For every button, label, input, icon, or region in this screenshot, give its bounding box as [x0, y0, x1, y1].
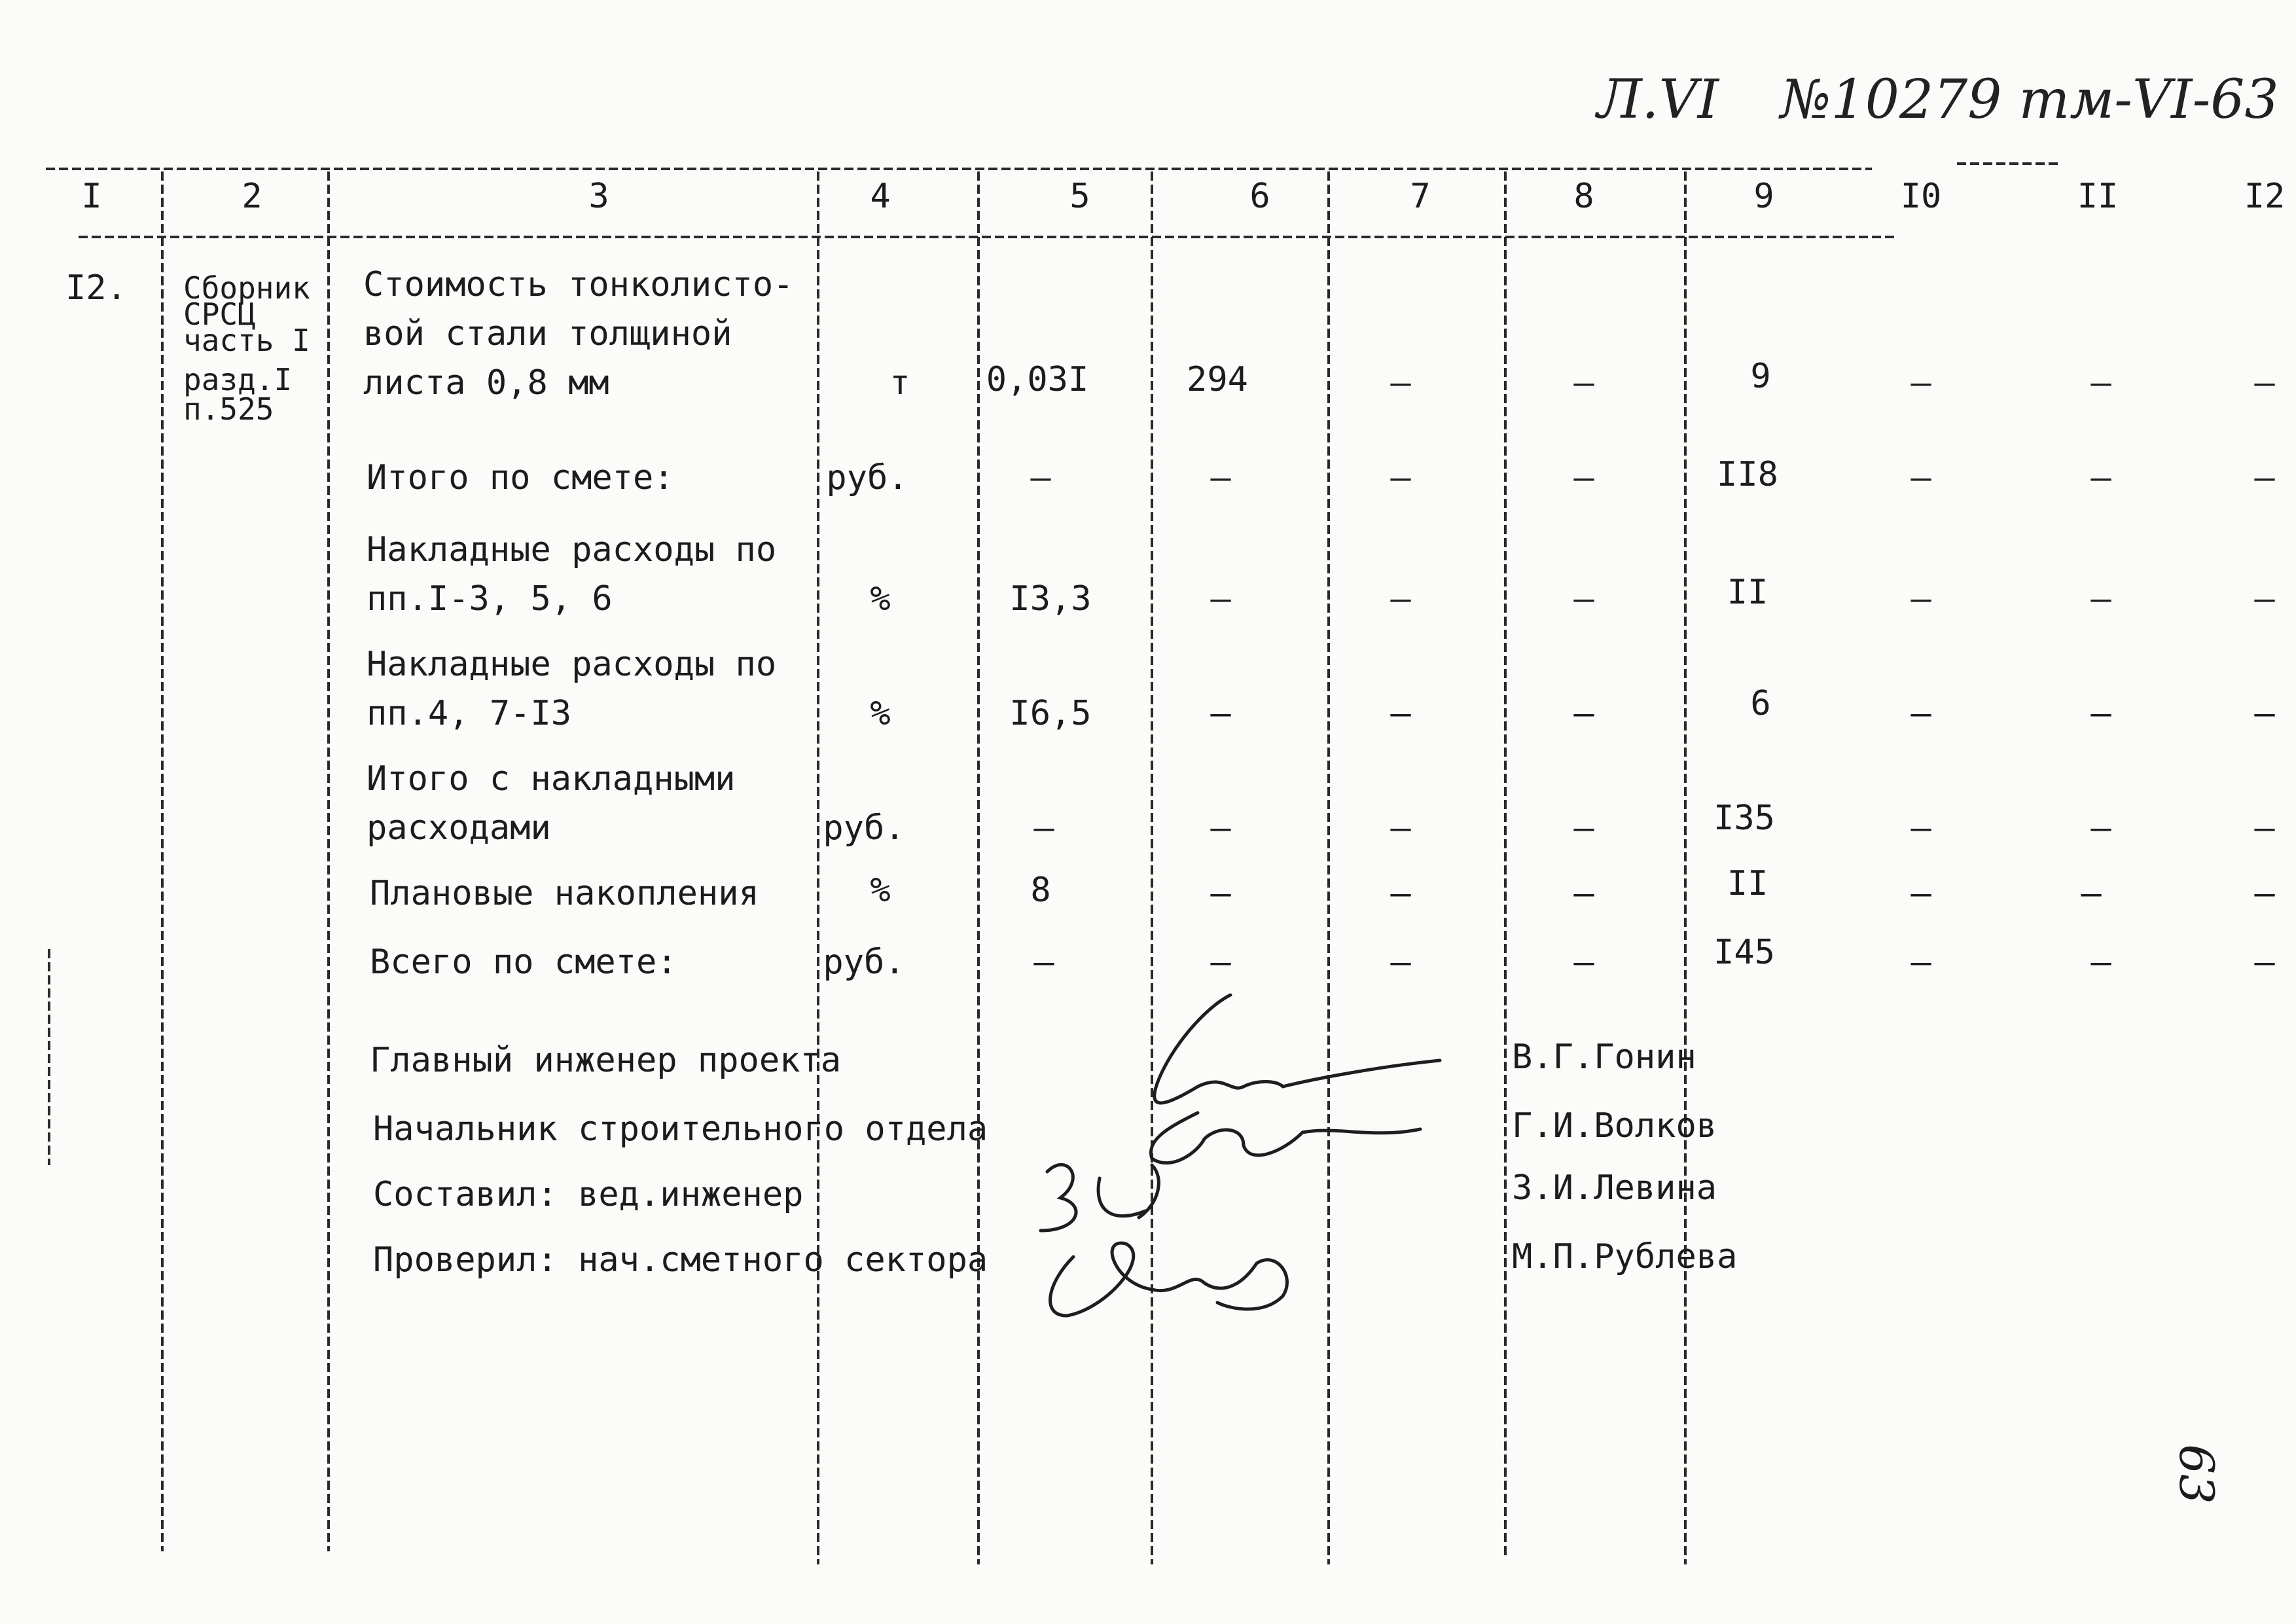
cell-col5: 0,03I: [986, 360, 1089, 399]
cell-col11: –: [2081, 874, 2102, 913]
cell-col6: –: [1210, 808, 1231, 848]
row-name-line: Итого с накладными: [367, 759, 736, 799]
cell-col8: –: [1573, 808, 1594, 848]
row-name-line: Накладные расходы по: [367, 530, 777, 569]
cell-col12: –: [2254, 579, 2275, 619]
row-name-line: Всего по смете:: [370, 943, 677, 982]
cell-col10: –: [1910, 579, 1931, 619]
cell-col8: –: [1573, 579, 1594, 619]
signature-role: Проверил: нач.сметного сектора: [373, 1240, 988, 1280]
cell-col7: –: [1390, 579, 1411, 619]
column-header: 6: [1249, 177, 1270, 216]
signature-name: Г.И.Волков: [1512, 1106, 1717, 1146]
cell-col7: –: [1390, 363, 1411, 403]
signature-volkov: [1151, 1113, 1420, 1163]
cell-col5: I6,5: [1009, 694, 1092, 733]
row-unit: %: [870, 694, 891, 733]
cell-col6: –: [1210, 874, 1231, 913]
cell-col9: I45: [1713, 933, 1775, 972]
cell-col5: –: [1033, 808, 1054, 848]
entry-number: I2.: [65, 268, 127, 308]
cell-col7: –: [1390, 458, 1411, 497]
signature-role: Составил: вед.инженер: [373, 1175, 804, 1214]
cell-col9: II8: [1717, 455, 1778, 494]
column-header: I0: [1900, 177, 1942, 216]
cell-col7: –: [1390, 943, 1411, 982]
cell-col11: –: [2090, 943, 2111, 982]
cell-col6: –: [1210, 943, 1231, 982]
cell-col8: –: [1573, 458, 1594, 497]
cell-col8: –: [1573, 363, 1594, 403]
column-header: I: [81, 177, 102, 216]
signature-name: В.Г.Гонин: [1512, 1038, 1696, 1077]
cell-col6: –: [1210, 694, 1231, 733]
page-number: 63: [2168, 1444, 2224, 1504]
signature-name: З.И.Левина: [1512, 1168, 1717, 1208]
cell-col9: I35: [1713, 799, 1775, 838]
row-unit: т: [889, 363, 910, 403]
cell-col11: –: [2090, 579, 2111, 619]
cell-col11: –: [2090, 458, 2111, 497]
row-name-line: вой стали толщиной: [363, 314, 732, 353]
cell-col10: –: [1910, 694, 1931, 733]
cell-col10: –: [1910, 363, 1931, 403]
cell-col11: –: [2090, 694, 2111, 733]
column-header: 8: [1573, 177, 1594, 216]
signature-gonin: [1155, 995, 1440, 1103]
column-header: 2: [242, 177, 262, 216]
row-name-line: пп.4, 7-I3: [367, 694, 572, 733]
doc-sheet-ref: Л.VI: [1597, 69, 1719, 131]
signature-role: Главный инженер проекта: [370, 1041, 842, 1080]
cell-col12: –: [2254, 808, 2275, 848]
column-header: II: [2077, 177, 2119, 216]
signature-levina: [1041, 1164, 1158, 1231]
cell-col12: –: [2254, 363, 2275, 403]
cell-col7: –: [1390, 694, 1411, 733]
cell-col11: –: [2090, 363, 2111, 403]
cell-col5: I3,3: [1009, 579, 1092, 619]
cell-col5: –: [1033, 943, 1054, 982]
column-header: I2: [2244, 177, 2286, 216]
row-name-line: Накладные расходы по: [367, 645, 777, 684]
cell-col9: 9: [1750, 357, 1771, 396]
row-unit: %: [870, 579, 891, 619]
source-line: Сборник: [183, 270, 310, 306]
cell-col10: –: [1910, 943, 1931, 982]
cell-col12: –: [2254, 458, 2275, 497]
doc-number-ref: №10279 тм-VI-63: [1780, 69, 2279, 131]
row-name-line: Стоимость тонколисто-: [363, 265, 794, 304]
row-unit: руб.: [823, 943, 905, 982]
cell-col6: –: [1210, 458, 1231, 497]
column-header: 5: [1069, 177, 1090, 216]
cell-col9: II: [1727, 864, 1768, 903]
cell-col7: –: [1390, 808, 1411, 848]
row-unit: руб.: [826, 458, 908, 497]
row-name-line: пп.I-3, 5, 6: [367, 579, 613, 619]
row-name-line: расходами: [367, 808, 551, 848]
cell-col5: 8: [1030, 871, 1051, 910]
row-name-line: Итого по смете:: [367, 458, 674, 497]
cell-col12: –: [2254, 694, 2275, 733]
signature-rubleva: [1050, 1243, 1287, 1316]
cell-col10: –: [1910, 458, 1931, 497]
cell-col10: –: [1910, 874, 1931, 913]
cell-col9: II: [1727, 573, 1768, 612]
column-header: 7: [1410, 177, 1431, 216]
row-unit: %: [870, 871, 891, 910]
row-unit: руб.: [823, 808, 905, 848]
signature-role: Начальник строительного отдела: [373, 1110, 988, 1149]
cell-col8: –: [1573, 943, 1594, 982]
source-line: разд.I: [183, 362, 293, 397]
column-header: 9: [1753, 177, 1774, 216]
source-line: СРСЦ: [183, 297, 256, 332]
cell-col9: 6: [1750, 684, 1771, 723]
cell-col5: –: [1030, 458, 1051, 497]
cell-col10: –: [1910, 808, 1931, 848]
source-line: п.525: [183, 391, 274, 427]
row-name-line: листа 0,8 мм: [363, 363, 609, 403]
cell-col8: –: [1573, 694, 1594, 733]
cell-col11: –: [2090, 808, 2111, 848]
signature-name: М.П.Рублева: [1512, 1237, 1738, 1276]
row-name-line: Плановые накопления: [370, 874, 759, 913]
source-line: часть I: [183, 323, 310, 358]
cell-col7: –: [1390, 874, 1411, 913]
cell-col12: –: [2254, 943, 2275, 982]
column-header: 3: [588, 177, 609, 216]
cell-col8: –: [1573, 874, 1594, 913]
cell-col6: 294: [1187, 360, 1248, 399]
cell-col6: –: [1210, 579, 1231, 619]
column-header: 4: [870, 177, 891, 216]
cell-col12: –: [2254, 874, 2275, 913]
